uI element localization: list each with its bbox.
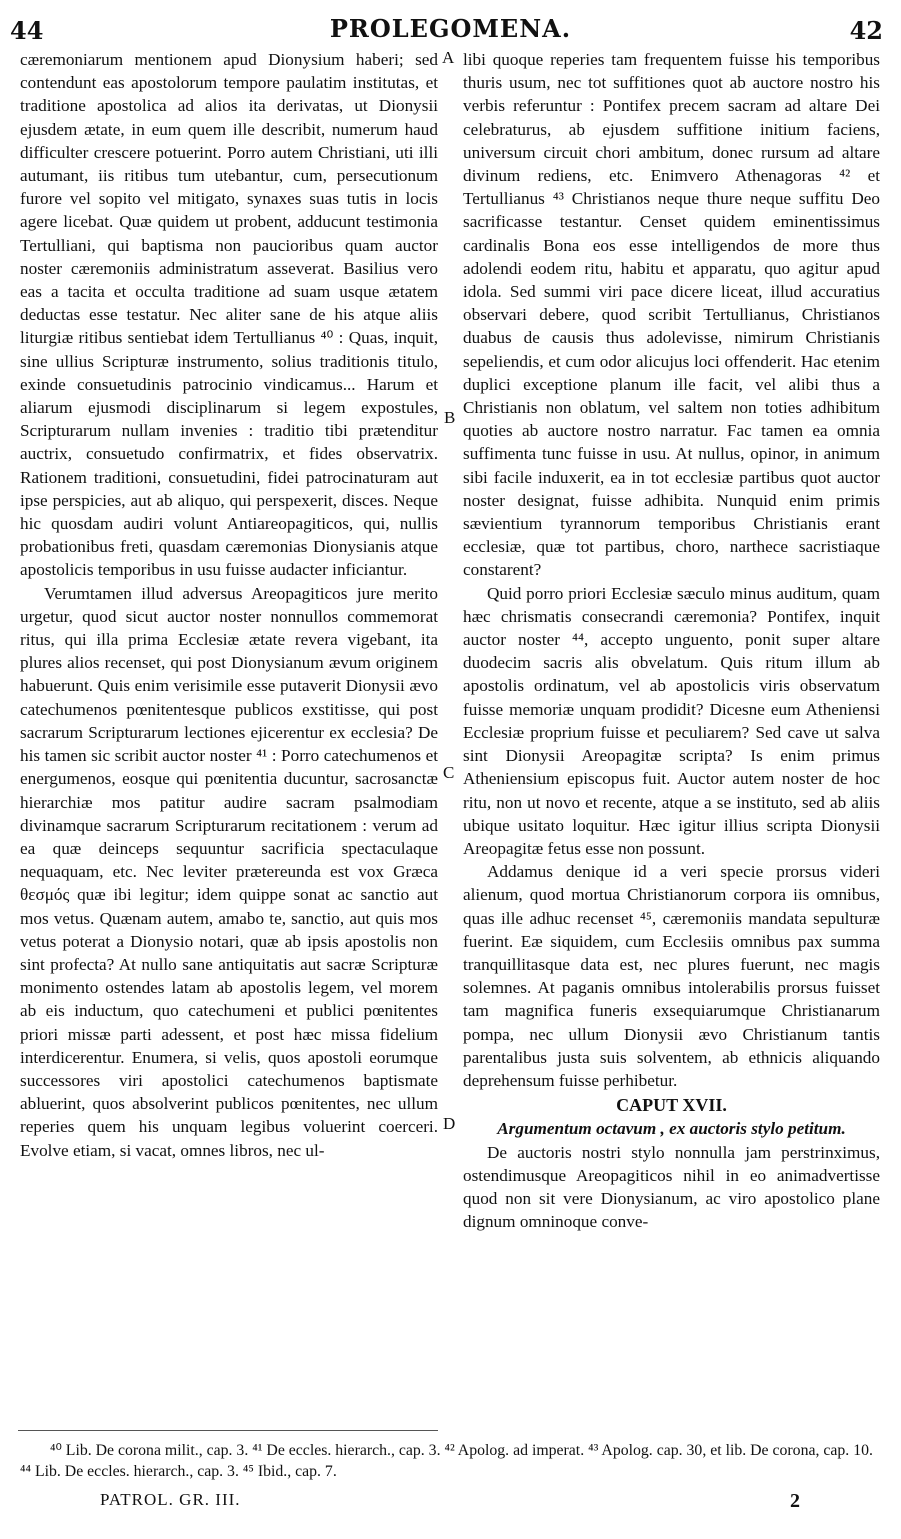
right-paragraph-1: libi quoque reperies tam frequentem fuisse his temporibus thuris usum, nec tot suffitiones quot ab auctore nostro his verbis referuntur : Pontifex precem sacram ad altare Dei celebraturus, ab ejusdem suffitione initium faciens, universum circuit chori ambitum, donec rursum ad altare divinum rediens, etc. Enimvero Athenagoras ⁴² et Tertullianus ⁴³ Christianos neque thure neque suffitu Deo sacrificasse testantur. Censet quidem eminentissimus cardinalis Bona eos esse intelligendos de more thus adolendi eodem ritu, habitu et apparatu, quo agitur apud idola. Sed summi viri pace dicere liceat, illud accuratius observari debere, quod scribit Tertullianus, Christianos duabus de causis thus adolevisse, nimirum Christianis sepeliendis, et cum odor alicujus loci offenderit. Hac etenim duplici exceptione planum ille facit, vel alibi thus a Christianis non oblatum, vel saltem non toties adhibitum quoties ab auctore nostro narratur. Fac tamen ea omnia suffimenta tunc fuisse in usu. At nullus, opinor, in animum sibi facile induxerit, ea in tot ecclesiæ partibus quot auctor noster designat, fuisse adhibita. Nunquid enim primis sævientium tyrannorum temporibus Christianis erant ecclesiæ, quæ tot partibus, choro, narthece sacristiaque constarent?	[463, 50, 880, 580]
footnotes	[20, 1440, 880, 1482]
chapter-text: De auctoris nostri stylo nonnulla jam perstrinximus, ostendimusque Areopagiticos nihil in eo animadvertisse quod non sit vere Dionysianum, ac viro apostolico plane dignum omninoque conve-	[463, 1142, 880, 1232]
running-title: PROLEGOMENA.	[329, 14, 572, 43]
chapter-title: CAPUT XVII.	[616, 1095, 727, 1116]
page-header	[0, 6, 901, 46]
chapter-subtitle: Argumentum octavum , ex auctoris stylo petitum.	[497, 1119, 846, 1139]
margin-mark-c: C	[443, 763, 455, 782]
margin-mark-d: D	[443, 1114, 456, 1133]
left-paragraph-1: cæremoniarum mentionem apud Dionysium haberi; sed contendunt eas apostolorum tempore paulatim institutas, et traditione apostolica ad alios ita derivatas, ut Dionysii ejusdem ætate, in eum quem ille describit, numerum haud difficulter crescere potuerint. Porro autem Christiani, uti illi autumant, iis ritibus tum utebantur, cum, persecutionum furore vel sopito vel mitigato, synaxes suas tutis in locis agere licebat. Quæ quidem ut probent, adducunt testimonia Tertulliani, qui baptisma non paucioribus quam auctor noster cæremoniis administratum asseverat. Basilius vero eas a tacita et occulta traditione ad suam usque ætatem deductas esse testatur. Nec aliter sane de his atque aliis liturgiæ ritibus sentiebat idem Tertullianus ⁴⁰ : Quas, inquit, sine ullius Scripturæ instrumento, solius traditionis titulo, exinde consuetudinis patrocinio vindicamus... Harum et aliarum ejusmodi disciplinarum si legem expostules, Scripturarum nullam invenies : traditio tibi prætenditur auctrix, consuetudo confirmatrix, et fides observatrix. Rationem traditioni, consuetudini, fidei patrocinaturam aut ipse perspicies, aut ab aliquo, qui perspexerit, disces. Neque hic quosdam audiri volunt Antiareopagiticos, qui, nullis probationibus freti, quasdam cæremonias Dionysianis atque apostolicis temporibus in usu fuisse audacter inficiantur.	[20, 50, 438, 580]
footnote-text: ⁴⁰ Lib. De corona milit., cap. 3. ⁴¹ De eccles. hierarch., cap. 3. ⁴² Apolog. ad imperat. ⁴³ Apolog. cap. 30, et lib. De corona, cap. 10. ⁴⁴ Lib. De eccles. hierarch., cap. 3. ⁴⁵ Ibid., cap. 7.	[20, 1442, 873, 1480]
volume-label: PATROL. GR. III.	[100, 1490, 241, 1509]
left-column	[20, 48, 438, 1162]
right-paragraph-3: Addamus denique id a veri specie prorsus videri alienum, quod mortua Christianorum corpora iis omnibus, quas ille adhuc recenset ⁴⁵, cæremoniis mandata sepulturæ fuerint. Eæ siquidem, cum Ecclesiis omnibus pax summa tranquillitasque data est, nec plures fuerunt, nec magis solemnes. At paganis omnibus intolerabilis prorsus fuisset tam magnifica funeris exsequiarumque Christianarum pompa, nec ullum Dionysii ævo Christianum tantis parentalibus justa suis solventem, ab ethnicis aliquando deprehensum fuisse perhibetur.	[463, 862, 880, 1090]
right-column	[463, 48, 880, 1233]
page-number-right: 42	[849, 16, 883, 45]
footnote-rule	[18, 1430, 438, 1431]
margin-mark-b: B	[444, 408, 456, 427]
margin-mark-a: A	[442, 48, 455, 67]
left-paragraph-2: Verumtamen illud adversus Areopagiticos jure merito urgetur, quod sicut auctor noster nonnullos commemorat ritus, qui illa prima Ecclesiæ ætate revera vigebant, ita plures alios recenset, qui post Dionysianum ævum originem habuerunt. Quis enim verisimile esse putaverit Dionysii ævo catechumenos pœnitentesque publicos exstitisse, qui post sacrarum Scripturarum lectiones ejicerentur ex ecclesia? De his tamen sic scribit auctor noster ⁴¹ : Porro catechumenos et energumenos, eosque qui pœnitentia ducuntur, sacrosanctæ hierarchiæ mos patitur audire sacram psalmodiam divinamque sacrarum Scripturarum recitationem : verum ad ea quæ deinceps sequuntur sacrificia spectaculaque nequaquam, etc. Nec leviter prætereunda est vox Græca θεσμός quæ ibi legitur; idem quippe sonat ac sanctio aut mos vetus. Quænam autem, amabo te, sanctio, aut quis mos vetus poterat a Dionysio notari, quæ ab ipsis apostolis non sint profecta? At nullo sane antiquitatis aut sacræ Scripturæ monimento ostendes latam ab apostolis legem, vel morem ab eis inductum, quo catechumeni et publici pœnitentes priori missæ parti adessent, et post hæc missa fidelium interdicerentur. Enumera, si velis, quos apostoli eorumque successores viri apostolici catechumenos baptismate abluerint, quos absolverint publicos pœnitentes, nec ullum reperies quem his unquam legibus voluerint coerceri. Evolve etiam, si vacat, omnes libros, nec ul-	[20, 583, 438, 1160]
right-paragraph-2: Quid porro priori Ecclesiæ sæculo minus auditum, quam hæc chrismatis consecrandi cæremonia? Pontifex, inquit auctor noster ⁴⁴, accepto unguento, ponit super altare duodecim sacris alis obvelatum. Quis ritum illum ab apostolis ordinatum, vel ab apostolicis viris observatum fuisse memoriæ unquam prodidit? Dicesne eum Atheniensi Ecclesiæ proprium fuisse et peculiarem? Sed cave ut salva sint Dionysii Areopagitæ scripta? Is enim primus Atheniensium episcopus fuit. Auctor autem noster de hoc ritu, non ut novo et recente, atque a se instituto, sed ab aliis ubique usitato loquitur. Hæc igitur illius scripta Dionysii Areopagitæ fetus esse non possunt.	[463, 583, 880, 858]
signature-mark: 2	[790, 1490, 800, 1512]
page-number-left: 44	[10, 16, 44, 45]
